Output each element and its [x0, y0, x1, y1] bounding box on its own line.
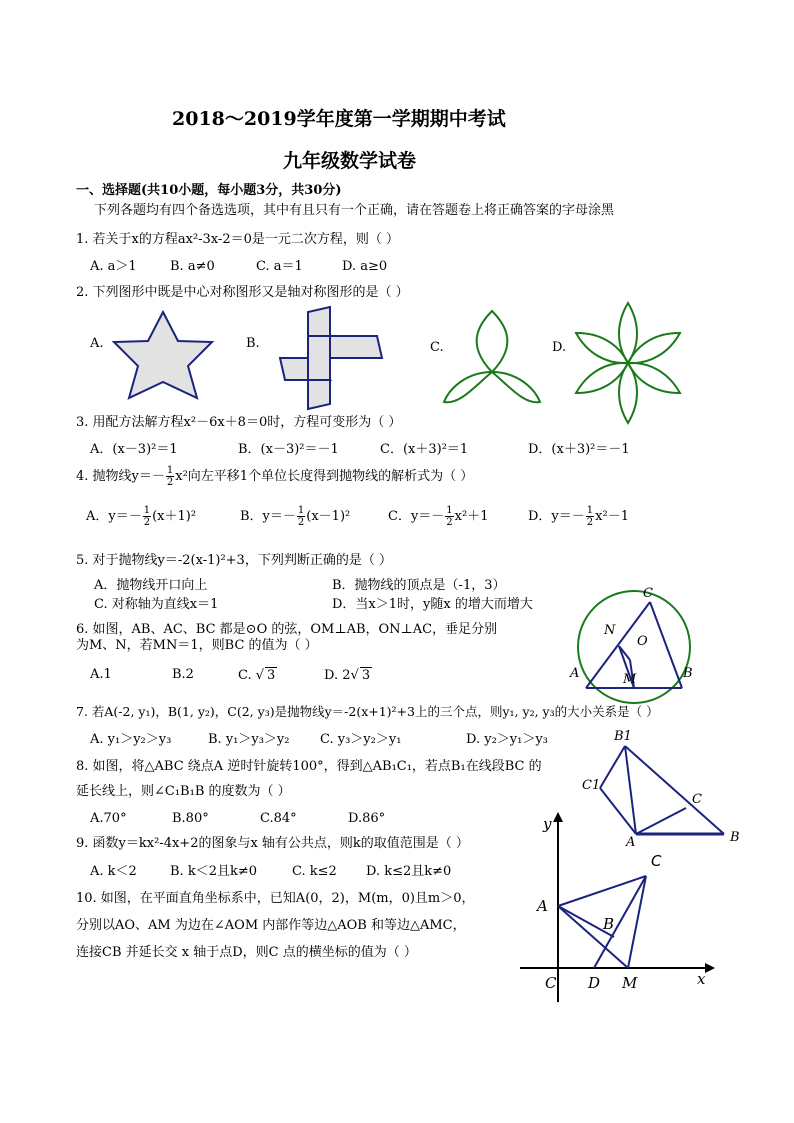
- q6-label-b: B: [683, 666, 693, 681]
- q1-option-b: B. a≠0: [170, 259, 215, 274]
- q3-option-a: A．(x－3)²＝1: [90, 442, 178, 457]
- q6-label-c: C: [643, 586, 653, 601]
- q3-option-b: B．(x－3)²＝－1: [238, 442, 339, 457]
- q10-label-b: B: [603, 915, 615, 933]
- q8-label-b: B: [730, 830, 740, 845]
- q6-label-o: O: [637, 634, 648, 649]
- q9-stem: 9. 函数y＝kx²-4x+2的图象与x 轴有公共点，则k的取值范围是（ ）: [76, 836, 469, 851]
- exam-title: 2018～2019学年度第一学期期中考试: [172, 108, 506, 130]
- q8-option-a: A.70°: [90, 811, 127, 826]
- q5-option-b: B．抛物线的顶点是（-1，3）: [332, 578, 506, 593]
- q4-option-d: D．y＝－ $\frac{1}{2}$ x²－1: [528, 505, 629, 528]
- q2-label-b: B.: [246, 336, 260, 351]
- q10-line1: 10. 如图，在平面直角坐标系中，已知A(0，2)，M(m，0)且m＞0，: [76, 891, 475, 906]
- q10-label-m: M: [622, 974, 638, 992]
- q6-option-c: C. √ 3: [238, 668, 276, 683]
- q2-label-a: A.: [90, 336, 104, 351]
- q9-option-a: A. k＜2: [90, 864, 137, 879]
- q8-option-b: B.80°: [172, 811, 209, 826]
- q10-label-y: y: [543, 815, 552, 833]
- q7-option-c: C. y₃＞y₂＞y₁: [320, 732, 402, 747]
- q6-line2: 为M、N，若MN＝1，则BC 的值为（ ）: [76, 638, 318, 653]
- q1-stem: 1. 若关于x的方程ax²-3x-2＝0是一元二次方程，则（ ）: [76, 232, 399, 247]
- q5-option-a: A．抛物线开口向上: [94, 578, 208, 593]
- q10-label-x: x: [697, 970, 706, 988]
- q2-stem: 2. 下列图形中既是中心对称图形又是轴对称图形的是（ ）: [76, 285, 409, 300]
- section-heading: 一、选择题(共10小题，每小题3分，共30分): [76, 183, 342, 198]
- section-instruction: 下列各题均有四个备选选项，其中有且只有一个正确，请在答题卷上将正确答案的字母涂黑: [94, 203, 615, 218]
- q4-fraction: $\frac{1}{2}$: [166, 465, 174, 488]
- q7-option-a: A. y₁＞y₂＞y₃: [90, 732, 172, 747]
- q10-label-a: A: [537, 897, 548, 915]
- q8-option-d: D.86°: [348, 811, 386, 826]
- q5-option-d: D．当x＞1时，y随x 的增大而增大: [332, 597, 533, 612]
- q6-label-a: A: [570, 666, 580, 681]
- q8-line1: 8. 如图，将△ABC 绕点A 逆时针旋转100°，得到△AB₁C₁，若点B₁在线段BC 的: [76, 759, 542, 774]
- q3-option-d: D．(x＋3)²＝－1: [528, 442, 630, 457]
- q8-label-b1: B1: [614, 729, 632, 744]
- q9-option-b: B. k＜2且k≠0: [170, 864, 258, 879]
- q6-label-m: M: [623, 672, 637, 687]
- q4-option-c: C．y＝－ $\frac{1}{2}$ x²＋1: [388, 505, 489, 528]
- q1-option-d: D. a≥0: [342, 259, 388, 274]
- q7-stem: 7. 若A(-2, y₁)，B(1, y₂)，C(2, y₃)是抛物线y＝-2(x+1)²+3上的三个点，则y₁, y₂, y₃的大小关系是（ ）: [76, 704, 659, 719]
- q3-stem: 3. 用配方法解方程x²－6x＋8＝0时，方程可变形为（ ）: [76, 415, 402, 430]
- q8-label-a: A: [626, 835, 636, 850]
- q6-option-a: A.1: [90, 667, 112, 682]
- q10-line3: 连接CB 并延长交 x 轴于点D，则C 点的横坐标的值为（ ）: [76, 945, 417, 960]
- q10-line2: 分别以AO、AM 为边在∠AOM 内部作等边△AOB 和等边△AMC，: [76, 918, 466, 933]
- q1-option-a: A. a＞1: [90, 259, 137, 274]
- q1-option-c: C. a＝1: [256, 259, 303, 274]
- q10-label-origin: C: [545, 974, 557, 992]
- q7-option-d: D. y₂＞y₁＞y₃: [466, 732, 548, 747]
- q8-label-c1: C1: [582, 778, 601, 793]
- q2-label-d: D.: [552, 340, 567, 355]
- q8-option-c: C.84°: [260, 811, 297, 826]
- q5-stem: 5. 对于抛物线y＝-2(x-1)²+3，下列判断正确的是（ ）: [76, 553, 392, 568]
- q5-option-c: C. 对称轴为直线x＝1: [94, 597, 219, 612]
- q6-option-d: D. 2√ 3: [324, 668, 371, 683]
- q4-stem: 4. 抛物线y＝－ $\frac{1}{2}$ x²向左平移1个单位长度得到抛物线的解析式为（ ）: [76, 465, 474, 488]
- exam-subtitle: 九年级数学试卷: [283, 150, 417, 172]
- q10-label-c-top: C: [651, 852, 662, 870]
- q6-line1: 6. 如图，AB、AC、BC 都是⊙O 的弦，OM⊥AB，ON⊥AC，垂足分别: [76, 622, 498, 637]
- q7-option-b: B. y₁＞y₃＞y₂: [208, 732, 290, 747]
- q8-line2: 延长线上，则∠C₁B₁B 的度数为（ ）: [76, 784, 291, 799]
- q4-option-b: B．y＝－ $\frac{1}{2}$ (x－1)²: [240, 505, 351, 528]
- q6-label-n: N: [604, 623, 616, 638]
- q9-option-d: D. k≤2且k≠0: [366, 864, 452, 879]
- q8-label-c: C: [692, 792, 702, 807]
- q9-option-c: C. k≤2: [292, 864, 337, 879]
- q3-option-c: C．(x＋3)²＝1: [380, 442, 469, 457]
- q4-option-a: A．y＝－ $\frac{1}{2}$ (x＋1)²: [86, 505, 197, 528]
- q2-label-c: C.: [430, 340, 444, 355]
- q6-option-b: B.2: [172, 667, 194, 682]
- q10-label-d: D: [588, 974, 601, 992]
